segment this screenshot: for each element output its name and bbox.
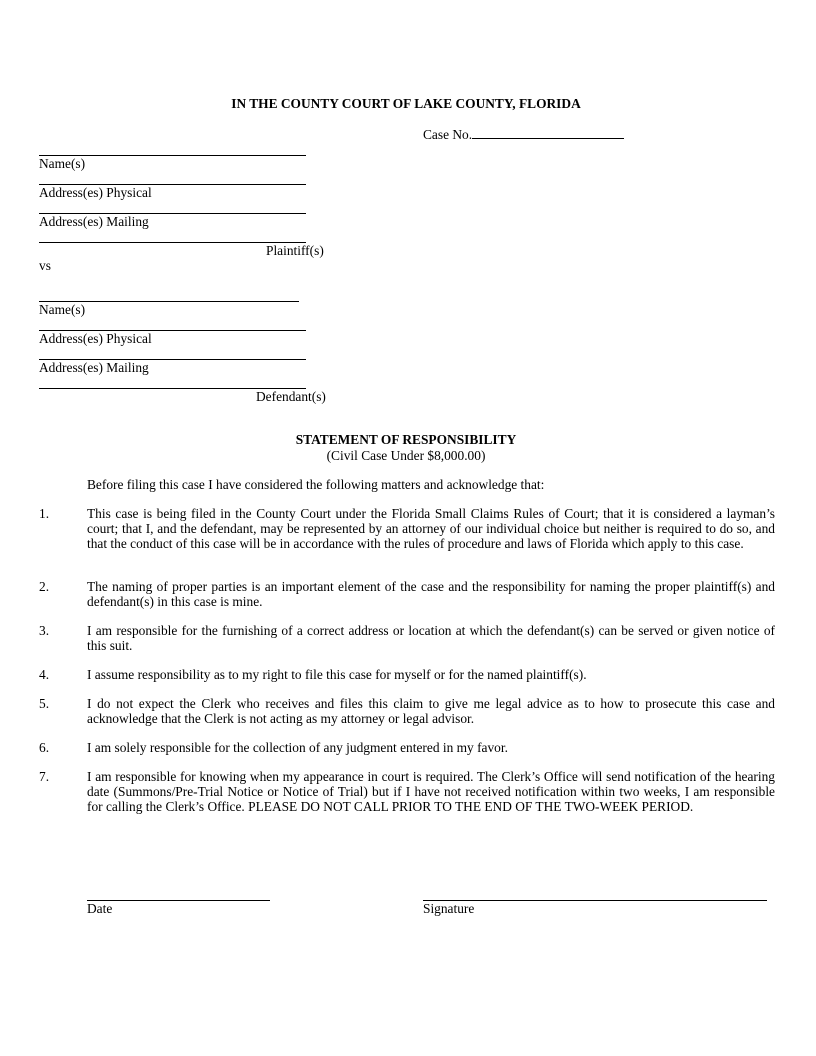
item-number: 2.	[39, 579, 50, 594]
case-number-field[interactable]	[423, 126, 624, 142]
plaintiff-address-mailing-label: Address(es) Mailing	[39, 214, 149, 229]
item-text: I am solely responsible for the collection of any judgment entered in my favor.	[87, 740, 508, 755]
defendant-name-label: Name(s)	[39, 302, 86, 317]
case-number-blank[interactable]	[472, 126, 624, 139]
item-number: 3.	[39, 623, 50, 638]
item-number: 7.	[39, 769, 50, 784]
item-text: This case is being filed in the County Court under the Florida Small Claims Rules of Court; that it is considered a layman’s court; that I, and the defendant, may be represented by an attorney of our individual choice but neither is required to do so, and that the conduct of this case will be in accordance with the rules of procedure and laws of Florida which apply to this case.	[87, 506, 775, 551]
defendant-address-mailing-label: Address(es) Mailing	[39, 360, 149, 375]
versus-label: vs	[39, 258, 51, 273]
item-text: I do not expect the Clerk who receives and files this claim to give me legal advice as to how to prosecute this case and acknowledge that the Clerk is not acting as my attorney or legal advisor.	[87, 696, 775, 726]
case-number-label: Case No.	[423, 127, 473, 142]
item-number: 1.	[39, 506, 50, 521]
defendant-address-physical-label: Address(es) Physical	[39, 331, 152, 346]
item-text: I am responsible for knowing when my appearance in court is required. The Clerk’s Office will send notification of the hearing date (Summons/Pre-Trial Notice or Notice of Trial) but if I have not received notification within two weeks, I am responsible for calling the Clerk’s Office. PLEASE DO NOT CALL PRIOR TO THE END OF THE TWO-WEEK PERIOD.	[87, 769, 775, 814]
defendant-role-label: Defendant(s)	[256, 389, 326, 404]
date-label: Date	[87, 901, 113, 916]
item-text: I assume responsibility as to my right to file this case for myself or for the named plaintiff(s).	[87, 667, 587, 682]
item-number: 5.	[39, 696, 50, 711]
court-title: IN THE COUNTY COURT OF LAKE COUNTY, FLORIDA	[231, 96, 581, 111]
item-number: 6.	[39, 740, 50, 755]
signature-line[interactable]	[423, 900, 767, 901]
item-number: 4.	[39, 667, 50, 682]
statement-intro: Before filing this case I have considered the following matters and acknowledge that:	[87, 477, 545, 492]
item-text: I am responsible for the furnishing of a correct address or location at which the defendant(s) can be served or given notice of this suit.	[87, 623, 775, 653]
plaintiff-role-label: Plaintiff(s)	[266, 243, 324, 258]
plaintiff-address-physical-label: Address(es) Physical	[39, 185, 152, 200]
statement-title: STATEMENT OF RESPONSIBILITY	[295, 432, 517, 447]
statement-subtitle: (Civil Case Under $8,000.00)	[326, 448, 486, 463]
item-text: The naming of proper parties is an important element of the case and the responsibility for naming the proper plaintiff(s) and defendant(s) in this case is mine.	[87, 579, 775, 609]
plaintiff-name-label: Name(s)	[39, 156, 86, 171]
date-line[interactable]	[87, 900, 270, 901]
signature-label: Signature	[423, 901, 475, 916]
